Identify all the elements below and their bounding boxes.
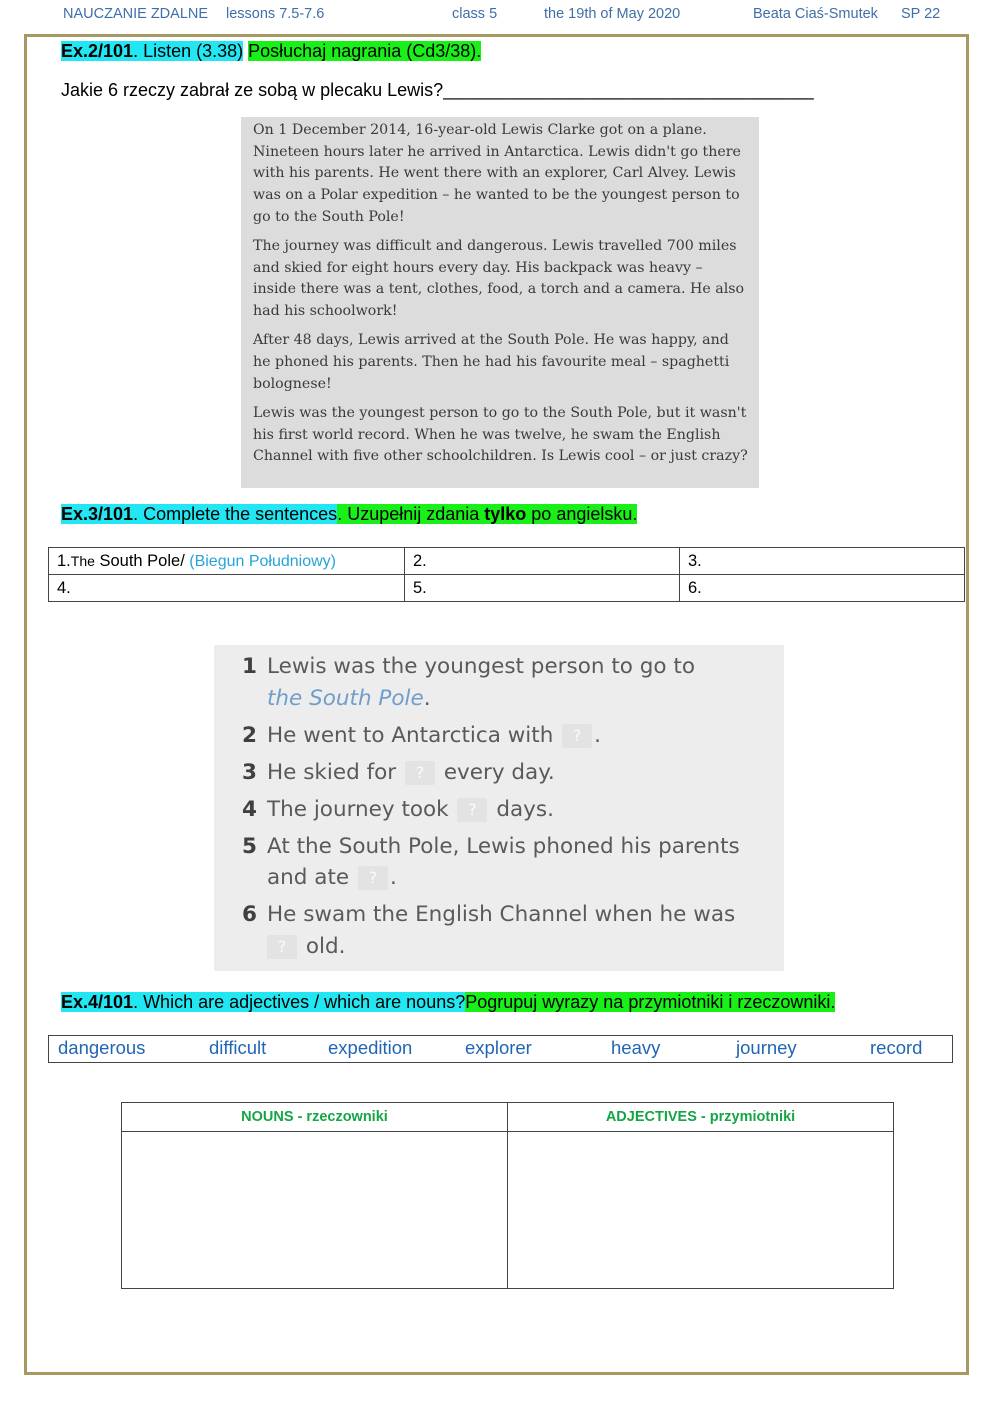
ex3-instruction-pl-bold: tylko [484, 504, 527, 524]
ex2-question [61, 80, 814, 101]
answer-1-number: 1. [57, 551, 71, 570]
answer-cell-6[interactable]: 6. [680, 575, 965, 602]
answer-cell-1[interactable] [49, 548, 405, 575]
ex4-instruction-en: . Which are adjectives / which are nouns? [133, 992, 466, 1012]
ex4-label: Ex.4/101 [61, 992, 134, 1012]
sentence-4 [242, 794, 784, 826]
sentence-1 [242, 651, 784, 714]
nouns-header: NOUNS - rzeczowniki [122, 1103, 508, 1132]
header-class: class 5 [452, 6, 498, 22]
sentence-1-number: 1 [242, 654, 257, 679]
answer-1-hint: (Biegun Południowy) [184, 552, 336, 570]
ex3-heading [61, 504, 637, 525]
ex2-label: Ex.2/101 [61, 41, 134, 61]
sentence-3 [242, 757, 784, 789]
answer-table [48, 547, 965, 602]
sentence-5 [242, 831, 784, 894]
answer-cell-2[interactable]: 2. [405, 548, 680, 575]
sort-table [121, 1102, 894, 1289]
ex2-question-text: Jakie 6 rzeczy zabrał ze sobą w plecaku Lewis? [61, 80, 444, 100]
header-lessons: lessons 7.5-7.6 [226, 6, 325, 22]
answer-cell-4[interactable]: 4. [49, 575, 405, 602]
sentence-6-number: 6 [242, 902, 257, 927]
passage-paragraph-1: On 1 December 2014, 16-year-old Lewis Clarke got on a plane. Nineteen hours later he arrived in Antarctica. Lewis didn't go there with his parents. He went there with an explorer, Carl Alvey. Lewis was on a Polar expedition – he wanted to be the youngest person to go to the South Pole! [253, 122, 741, 225]
sentence-2 [242, 720, 784, 752]
sentence-6-text: He swam the English Channel when he was [267, 902, 736, 927]
nouns-column[interactable] [122, 1132, 508, 1289]
passage-paragraph-2: The journey was difficult and dangerous. Lewis travelled 700 miles and skied for eight hours every day. His backpack was heavy – inside there was a tent, clothes, food, a torch and a camera. He also had his schoolwork! [253, 238, 745, 320]
gap-box: ? [267, 935, 297, 959]
sentence-5-text-2: and ate [267, 865, 350, 890]
sentence-6-end: old. [305, 933, 346, 959]
ex3-label: Ex.3/101 [61, 504, 134, 524]
answer-1-prefix: The [70, 552, 95, 569]
answer-cell-5[interactable]: 5. [405, 575, 680, 602]
ex2-answer-line[interactable]: _____________________________________ [443, 80, 814, 100]
answer-1-text: South Pole/ [94, 551, 185, 570]
sentence-3-end: every day. [443, 759, 555, 785]
gap-box: ? [405, 761, 435, 785]
ex4-heading [61, 992, 835, 1013]
sentence-3-number: 3 [242, 759, 257, 785]
gap-box: ? [562, 724, 592, 748]
sentence-5-text: At the South Pole, Lewis phoned his parents [267, 833, 740, 859]
header-teacher: Beata Ciaś-Smutek [753, 6, 878, 22]
word-difficult[interactable]: difficult [209, 1037, 267, 1058]
sentence-5-number: 5 [242, 833, 257, 859]
sentences-exercise [214, 645, 784, 971]
word-record[interactable]: record [870, 1037, 923, 1058]
ex3-instruction-pl-1: . Uzupełnij zdania [337, 504, 485, 524]
gap-box: ? [457, 798, 487, 822]
passage-paragraph-4: Lewis was the youngest person to go to the South Pole, but it wasn't his first world record. When he was twelve, he swam the English Channel with five other schoolchildren. Is Lewis cool – or just crazy? [253, 404, 748, 465]
word-explorer[interactable]: explorer [465, 1037, 532, 1058]
gap-box: ? [358, 866, 388, 890]
word-heavy[interactable]: heavy [611, 1037, 661, 1058]
sentence-5-end: . [389, 865, 397, 890]
answer-cell-3[interactable]: 3. [680, 548, 965, 575]
sentence-4-text: The journey took [267, 796, 449, 822]
word-bank [48, 1035, 953, 1063]
passage-paragraph-3: After 48 days, Lewis arrived at the South Pole. He was happy, and he phoned his parents. Then he had his favourite meal – spaghetti bolognese! [253, 332, 730, 392]
header-mode: NAUCZANIE ZDALNE [63, 6, 209, 22]
ex3-instruction-pl-2: po angielsku. [526, 504, 638, 524]
ex4-instruction-pl: Pogrupuj wyrazy na przymiotniki i rzeczowniki. [465, 992, 836, 1012]
ex3-instruction-en: . Complete the sentences [133, 504, 338, 524]
sentence-1-text: Lewis was the youngest person to go to [267, 654, 695, 679]
reading-passage [241, 117, 759, 488]
sentence-4-end: days. [496, 796, 554, 822]
sentence-2-number: 2 [242, 722, 257, 748]
ex2-instruction-pl: Posłuchaj nagrania (Cd3/38). [248, 41, 482, 61]
sentence-2-text: He went to Antarctica with [267, 722, 554, 748]
header-date: the 19th of May 2020 [544, 6, 681, 22]
adjectives-header: ADJECTIVES - przymiotniki [508, 1103, 894, 1132]
ex2-heading [61, 41, 481, 62]
sentence-4-number: 4 [242, 796, 257, 822]
sentence-6 [242, 899, 784, 962]
sentence-2-end: . [594, 722, 602, 748]
adjectives-column[interactable] [508, 1132, 894, 1289]
ex2-instruction-en: . Listen (3.38) [133, 41, 244, 61]
sentence-3-text: He skied for [267, 759, 397, 785]
sentence-1-end: . [423, 685, 431, 711]
sentence-1-example: the South Pole [267, 685, 424, 711]
word-journey[interactable]: journey [736, 1037, 797, 1058]
word-expedition[interactable]: expedition [328, 1037, 413, 1058]
word-dangerous[interactable]: dangerous [58, 1037, 146, 1058]
header-school: SP 22 [901, 6, 941, 22]
